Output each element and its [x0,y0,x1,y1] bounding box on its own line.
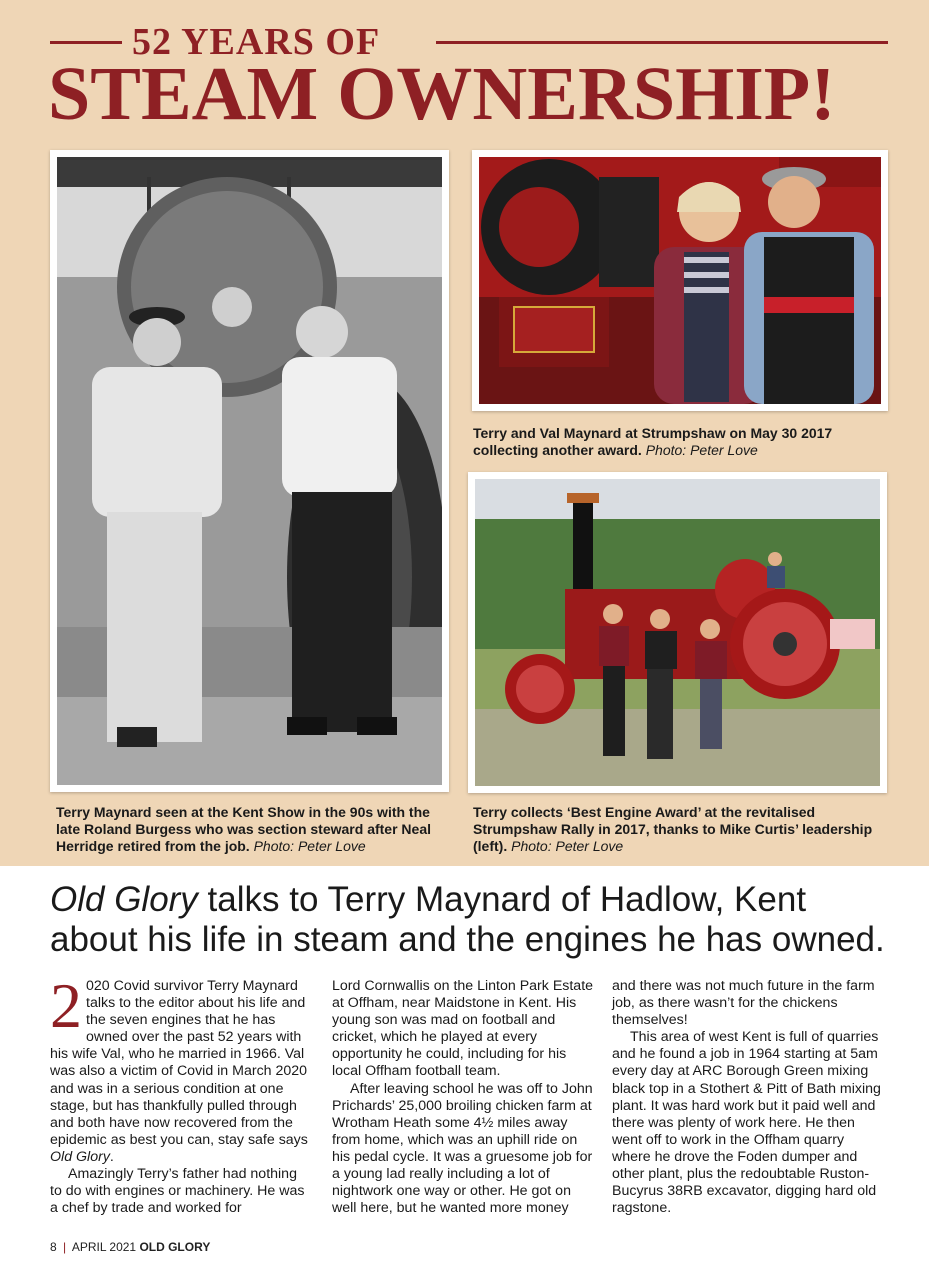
caption-text: Terry Maynard seen at the Kent Show in the 90s with the late Roland Burgess who was section steward after Neal Herridge retired from the job. [56,804,431,854]
paragraph: Lord Cornwallis on the Linton Park Estate at Offham, near Maidstone in Kent. His young son was mad on football and cricket, which he played at every opportunity he could, including for his local Offham football team. [332,978,594,1080]
issue-date: APRIL 2021 [71,1240,137,1254]
caption-text: Terry collects ‘Best Engine Award’ at the revitalised Strumpshaw Rally in 2017, thanks to Mike Curtis’ leadership (left). [473,804,873,854]
footer-separator: | [63,1240,67,1254]
headline-title: STEAM OWNERSHIP! [48,52,836,136]
photo-terry-val [472,150,888,411]
photo-credit: Photo: Peter Love [511,838,624,854]
photo-credit: Photo: Peter Love [645,442,758,458]
standfirst-text: talks to Terry Maynard of Hadlow, Kent about his life in steam and the engines he has owned. [50,880,885,959]
headline-kicker: 52 YEARS OF [132,21,381,63]
caption-photo-1 [56,804,456,855]
kicker-rule-left [50,41,122,44]
caption-photo-3 [473,804,893,855]
photo-color-icon [479,157,881,404]
paragraph: This area of west Kent is full of quarries and he found a job in 1964 starting at 5am every day at ARC Borough Green mixing black top in a Stothert & Pitt of Bath mixing plant. It was hard work but it paid well and there was plenty of work here. He then went off to work in the Offham quarry where he drove the Foden dumper and other plant, plus the redoubtable Ruston-Bucyrus 38RB excavator, digging hard old ragstone. [612,1029,881,1217]
magazine-title: OLD GLORY [139,1240,211,1254]
magazine-name: Old Glory [50,1148,110,1165]
page-footer [50,1240,210,1254]
standfirst [50,880,900,960]
page-number: 8 [50,1240,57,1254]
photo-credit: Photo: Peter Love [253,838,366,854]
kicker-rule-right [436,41,888,44]
photo-color-icon [475,479,880,786]
photo-black-white-icon [57,157,442,785]
magazine-name: Old Glory [50,880,198,919]
paragraph: 020 Covid survivor Terry Maynard talks to the editor about his life and the seven engines that he has owned over the past 52 years with his wife Val, who he married in 1966. Val was also a victim of Covid in March 2020 and was in a serious condition at one stage, but has thankfully pulled through and both have now recovered from the epidemic as best you can, stay safe says [50,978,308,1148]
article-column-2 [332,978,594,1217]
article-column-3 [612,978,882,1217]
photo-kent-show [50,150,449,792]
paragraph: and there was not much future in the farm job, as there wasn’t for the chickens themselves! [612,978,875,1029]
caption-text: Terry and Val Maynard at Strumpshaw on May 30 2017 collecting another award. [473,425,833,458]
article-column-1 [50,970,312,1217]
drop-cap: 2 [50,970,82,1041]
photo-best-engine-award [468,472,887,793]
paragraph: After leaving school he was off to John Prichards’ 25,000 broiling chicken farm at Wrotham Heath some 4½ miles away from home, which was an uphill ride on his pedal cycle. It was a gruesome job for a young lad really including a lot of nightwork one way or other. He got on well here, but he wanted more money [332,1080,593,1217]
caption-photo-2 [473,425,873,459]
paragraph: Amazingly Terry’s father had nothing to do with engines or machinery. He was a chef by trade and worked for [50,1166,305,1217]
paragraph-end: . [109,1148,114,1165]
